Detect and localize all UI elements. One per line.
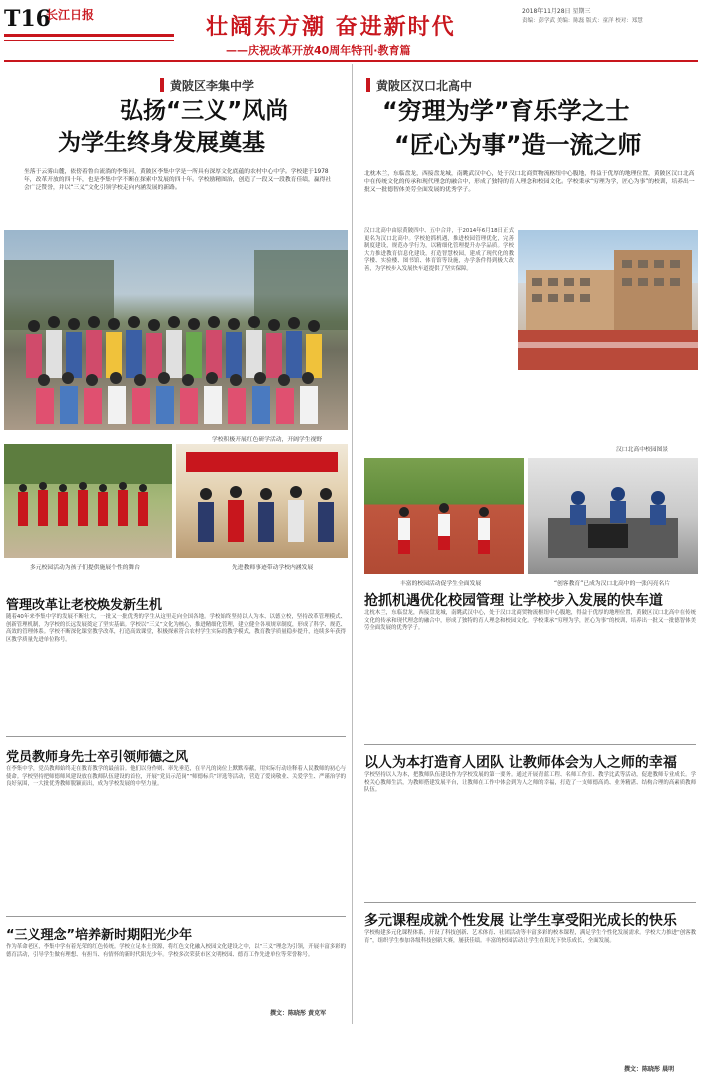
award-photo-illustration xyxy=(176,444,348,558)
article-kicker: 黄陂区李集中学 xyxy=(170,79,255,93)
header-rule xyxy=(4,60,698,62)
banner-subtitle: ——庆祝改革开放40周年特刊·教育篇 xyxy=(226,44,411,57)
section-title: 以人为本打造育人团队 让教师体会为人之师的幸福 xyxy=(364,755,677,771)
photo-caption: 学校积极开展红色研学活动，开阔学生视野 xyxy=(212,437,323,443)
group-photo xyxy=(4,230,348,430)
intro-body: 汉口北高中由原黄陂四中、五中合并，于2014年6月18日正式更名为汉口北高中。学校抢抓机遇，推进校园管理优化，完善制度建设，规范办学行为，以精细化管理提升办学品质。学校大力推进教育信息化建设，打造智慧校园，建成了现代化的教学楼、实验楼、图书馆、体育馆等设施，办学条件得到极大改善，为学校步入发展快车道提供了坚实保障。 xyxy=(364,228,514,272)
article-lede: 北枕木兰，东临盘龙，西接盘龙城，南眺武汉中心，处于汉口北商贸物流枢纽中心腹地，得益于优厚的地理位置，黄陂区汉口北高中在传统文化的传承和现代理念的融合中，形成了独特的育人理念和校园文化。学校秉承“穷理为学，匠心为事”的校训，培养出一批又一批德智体美劳全面发展的优秀学子。 xyxy=(364,171,695,193)
divider xyxy=(364,744,696,745)
activity-photo xyxy=(4,444,172,558)
sports-photo-illustration xyxy=(364,458,524,574)
headline-line-1: 弘扬“三义”风尚 xyxy=(120,98,289,124)
headline-line-1: “穷理为学”育乐学之士 xyxy=(382,97,630,125)
article-lede: 坐落于云雾山麓，依傍着鲁台流淌的李集河，黄陂区李集中学是一所具有深厚文化底蕴的农村中心中学。学校建于1978年，改革开放的四十年，也是李集中学不断在探索中发展的四十年。学校励精图治，创造了一段又一段教育佳绩，赢得社会广泛赞誉，并以“三义”文化引领学校走向内涵发展的新路。 xyxy=(24,169,332,191)
section-title: “三义理念”培养新时期阳光少年 xyxy=(6,928,193,943)
masthead-stripe-thin xyxy=(4,40,174,41)
photo-caption: 先进教师事迹带动学校内涵发展 xyxy=(232,565,314,571)
sports-photo xyxy=(364,458,524,574)
byline: 撰文：陈晓彤 黄克军 xyxy=(270,1010,327,1017)
award-photo xyxy=(176,444,348,558)
section-title: 抢抓机遇优化校园管理 让学校步入发展的快车道 xyxy=(364,593,663,609)
section-body: 随着40年来李集中学的发展不断壮大，一批又一批优秀的学生从这里走向全国各地。学校始终坚持以人为本、以德立校，坚持改革管理模式、创新管理机制，为学校的长远发展奠定了坚实基础。学校以“三义”文化为核心，推进精细化管理，建立健全各项规章制度，形成了科学、规范、高效的管理体系。学校不断深化课堂教学改革，打造高效课堂，积极探索符合农村学生实际的教学模式，教育教学质量稳步提升，连续多年获得区教学质量先进单位称号。 xyxy=(6,614,346,643)
maker-photo-illustration xyxy=(528,458,698,574)
section-body: 作为革命老区，李集中学有着光荣的红色传统。学校立足本土资源，将红色文化融入校园文化建设之中，以“三义”理念为引领，开展丰富多彩的德育活动，引导学生做有理想、有担当、有情怀的新时代阳光少年。学校多次荣获市区文明校园、德育工作先进单位等荣誉称号。 xyxy=(6,944,346,958)
photo-caption: 多元校园活动为孩子们提供施展个性的舞台 xyxy=(30,565,141,571)
photo-caption: “创客教育”已成为汉口北高中的一张闪亮名片 xyxy=(554,581,671,587)
dateline: 2018年11月28日 星期三 xyxy=(522,8,591,15)
group-photo-illustration xyxy=(4,230,348,430)
banner-title: 壮阔东方潮 奋进新时代 xyxy=(206,15,456,40)
section-body: 在李集中学，党员教师始终走在教育教学的最前沿。他们以身作则、率先垂范，在平凡的岗位上默默奉献，用实际行动诠释着人民教师的初心与使命。学校坚持把师德师风建设放在教师队伍建设的首位，开展“党员示范岗”“师德标兵”评选等活动，营造了爱岗敬业、关爱学生、严谨治学的良好氛围，一大批优秀教师脱颖而出，成为学校发展的中坚力量。 xyxy=(6,766,346,788)
section-body: 学校坚持以人为本，把教师队伍建设作为学校发展的第一要务。通过开展青蓝工程、名师工作室、教学比武等活动，促进教师专业成长。学校关心教师生活，为教师搭建发展平台，让教师在工作中体会到为人之师的幸福，打造了一支师德高尚、业务精湛、结构合理的高素质教师队伍。 xyxy=(364,772,696,794)
paper-name: 长江日报 xyxy=(46,8,95,22)
section-body: 北枕木兰，东临盘龙，西接盘龙城，南眺武汉中心，处于汉口北商贸物流枢纽中心腹地，得益于优厚的地理位置，黄陂区汉口北高中在传统文化的传承和现代理念的融合中，形成了独特的育人理念和校园文化。学校秉承“穷理为学，匠心为事”的校训，培养出一批又一批德智体美劳全面发展的优秀学子。 xyxy=(364,610,696,632)
divider xyxy=(6,736,346,737)
kicker-bar xyxy=(160,78,164,92)
kicker-bar xyxy=(366,78,370,92)
page-masthead xyxy=(0,0,702,62)
article-kicker: 黄陂区汉口北高中 xyxy=(376,79,473,93)
page-number: T16 xyxy=(4,6,51,32)
section-body: 学校构建多元化课程体系，开设了科技创新、艺术体育、社团活动等丰富多彩的校本课程，满足学生个性化发展需求。学校大力推进“创客教育”，组织学生参加各级科技创新大赛，屡获佳绩。丰富的校园活动让学生在阳光下快乐成长，全面发展。 xyxy=(364,930,696,944)
maker-photo xyxy=(528,458,698,574)
masthead-stripe xyxy=(4,34,174,37)
column-divider xyxy=(352,64,353,1024)
section-title: 多元课程成就个性发展 让学生享受阳光成长的快乐 xyxy=(364,913,677,929)
section-title: 党员教师身先士卒引领师德之风 xyxy=(6,750,189,765)
divider xyxy=(6,916,346,917)
editor-credits: 责编：彭学武 美编：陈磊 版式：童洋 校对：郑慧 xyxy=(522,18,643,24)
divider xyxy=(364,902,696,903)
headline-line-2: 为学生终身发展奠基 xyxy=(58,130,265,156)
campus-photo-illustration xyxy=(518,230,698,370)
campus-photo xyxy=(518,230,698,370)
activity-photo-illustration xyxy=(4,444,172,558)
photo-caption: 汉口北高中校园图景 xyxy=(616,447,669,453)
photo-caption: 丰富的校园活动促学生全面发展 xyxy=(400,581,482,587)
byline: 撰文：陈晓彤 晨明 xyxy=(624,1066,675,1073)
section-title: 管理改革让老校焕发新生机 xyxy=(6,598,163,613)
headline-line-2: “匠心为事”造一流之师 xyxy=(394,131,642,159)
